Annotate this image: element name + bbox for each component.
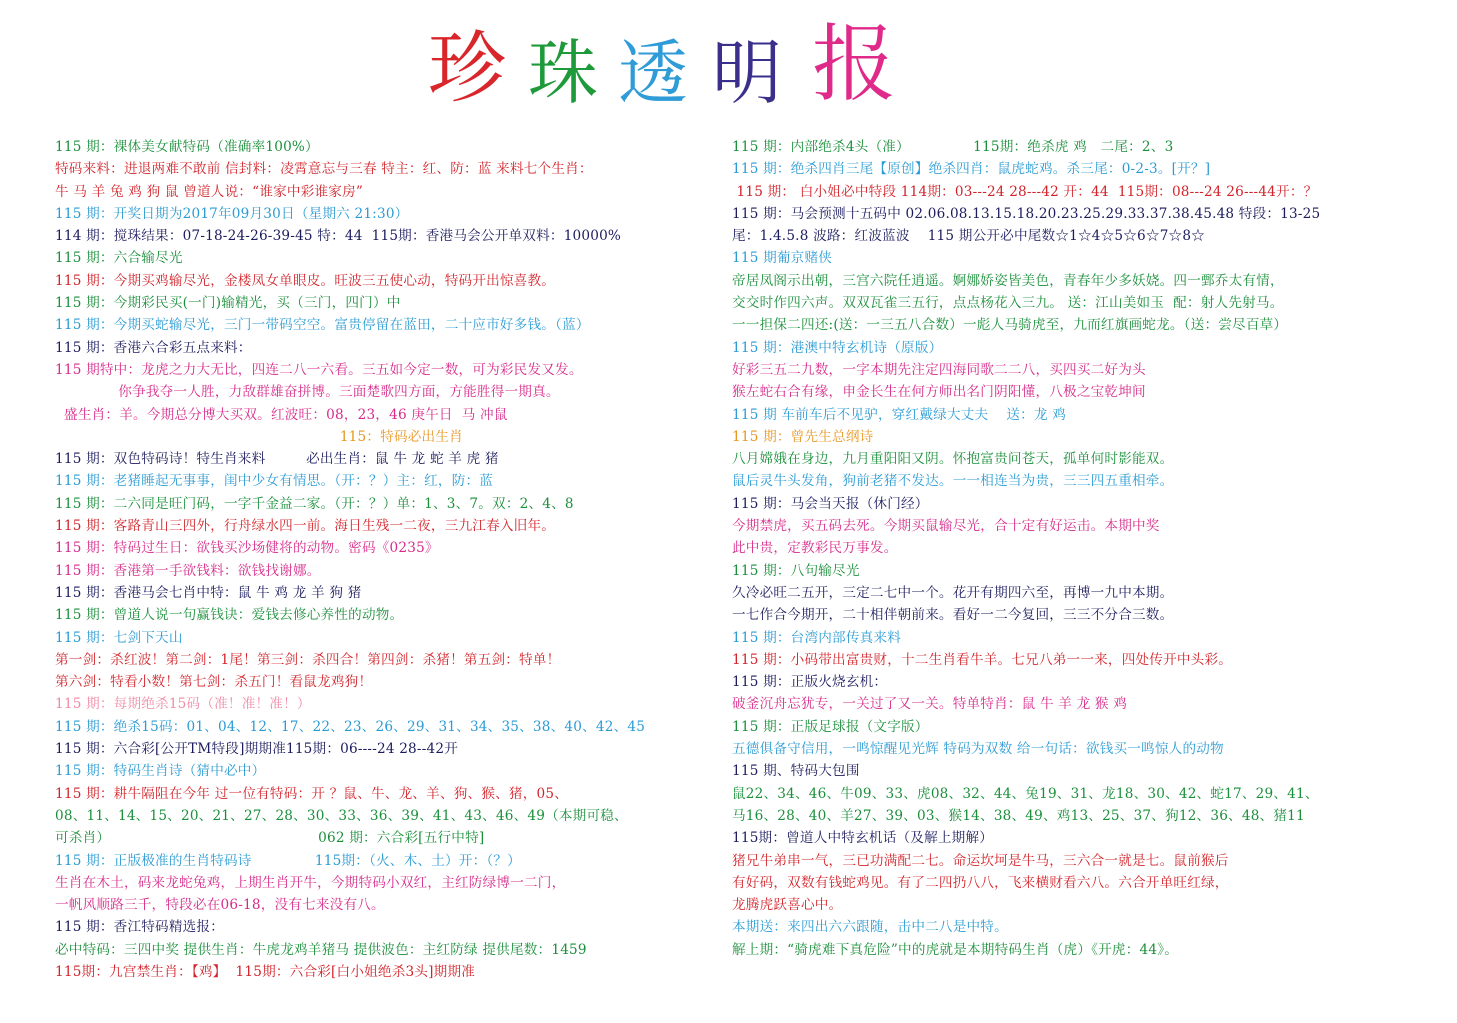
title-char: 透 <box>618 32 688 114</box>
text-line: 好彩三五二九数，一字本期先注定四海同歌二二八，买四买二好为头 <box>732 361 1146 378</box>
text-line: 115 期：香港第一手欲钱料：欲钱找谢娜。 <box>55 562 321 579</box>
text-line: 115 期：绝杀15码：01、04、12、17、22、23、26、29、31、34、35、38、40、42、45 <box>55 718 646 735</box>
text-line: 115 期：今期买鸡输尽光，金楼凤女单眼皮。旺波三五使心动，特码开出惊喜教。 <box>55 272 556 289</box>
text-line: 交交时作四六声。双双瓦雀三五行，点点杨花入三九。 送：江山美如玉 配：射人先射马。 <box>732 295 1284 312</box>
text-line: 114 期：搅珠结果：07-18-24-26-39-45 特：44 115期：香港马会公开单双料：10000% <box>55 228 622 245</box>
text-line: 115 期：正版极准的生肖特码诗 115期：（火、木、土）开：（？） <box>55 852 521 869</box>
text-line: 龙腾虎跃喜心中。 <box>732 897 843 914</box>
text-line: 115 期：香港马会七肖中特：鼠 牛 鸡 龙 羊 狗 猪 <box>55 584 362 601</box>
text-line: 115 期：马会当天报（休门经） <box>732 495 929 512</box>
text-line: 一七作合今期开，二十相伴朝前来。看好一二今复回，三三不分合三数。 <box>732 607 1174 624</box>
text-line: 五德俱备守信用，一鸣惊醒见光辉 特码为双数 给一句话：欲钱买一鸣惊人的动物 <box>732 741 1224 758</box>
text-line: 特码来料：进退两难不敢前 信封料：凌霄意忘与三春 特主：红、防：蓝 来料七个生肖： <box>55 161 593 178</box>
text-line: 八月嫦娥在身边，九月重阳阳又阴。怀抱富贵问苍天，孤单何时影能双。 <box>732 451 1174 468</box>
text-line: 今期禁虎，买五码去死。今期买鼠输尽光，合十定有好运击。本期中奖 <box>732 518 1160 535</box>
text-line: 115 期：绝杀四肖三尾【原创】绝杀四肖：鼠虎蛇鸡。杀三尾：0-2-3。[开？] <box>732 161 1211 178</box>
text-line: 115期：九宫禁生肖：【鸡】 115期：六合彩[白小姐绝杀3头]期期准 <box>55 963 476 980</box>
text-line: 鼠22、34、46、牛09、33、虎08、32、44、兔19、31、龙18、30、42、蛇17、29、41、 <box>732 785 1319 802</box>
text-line: 115 期：正版足球报（文字版） <box>732 718 929 735</box>
text-line: 115 期：耕牛隔阻在今年 过一位有特码：开 ？鼠、牛、龙、羊、狗、猴、猪，05、 <box>55 785 568 802</box>
text-line: 115 期：马会预测十五码中 02.06.08.13.15.18.20.23.25.29.33.37.38.45.48 特段：13-25 <box>732 205 1321 222</box>
text-line: 有好码，双数有钱蛇鸡见。有了二四扔八八，飞来横财看六八。六合开单旺红绿， <box>732 874 1229 891</box>
text-line: 115 期：小码带出富贵财，十二生肖看牛羊。七兄八弟一一来，四处传开中头彩。 <box>732 651 1233 668</box>
text-line: 115 期 车前车后不见驴，穿红戴绿大丈夫 送：龙 鸡 <box>732 406 1067 423</box>
text-line: 必中特码：三四中奖 提供生肖：牛虎龙鸡羊猪马 提供波色：主红防绿 提供尾数：1459 <box>55 941 587 958</box>
left-column <box>55 136 705 983</box>
text-line: 鼠后灵牛头发角，狗前老猪不发达。一一相连当为贵，三三四五重相牵。 <box>732 473 1174 490</box>
text-line: 115 期特中：龙虎之力大无比，四连二八一六看。三五如今定一数，可为彩民发又发。 <box>55 361 583 378</box>
text-line: 115 期：双色特码诗！特生肖来料 必出生肖：鼠 牛 龙 蛇 羊 虎 猪 <box>55 451 499 468</box>
text-line: 115 期：每期绝杀15码（准！准！准！） <box>55 696 311 713</box>
text-line: 115 期：老猪睡起无事事，闺中少女有情思。（开：？）主：红，防：蓝 <box>55 473 494 490</box>
text-line: 盛生肖：羊。今期总分博大买双。红波旺：08，23，46 庚午日 马 冲鼠 <box>55 406 508 423</box>
title-char: 珍 <box>428 24 507 114</box>
text-line: 115 期：内部绝杀4头（准） 115期：绝杀虎 鸡 二尾：2、3 <box>732 139 1174 155</box>
text-line: 猴左蛇右合有缘，申金长生在何方师出名门阴阳懂，八极之宝乾坤间 <box>732 384 1146 401</box>
text-line: 115 期：八句输尽光 <box>732 562 860 579</box>
text-line: 解上期：“骑虎难下真危险”中的虎就是本期特码生肖（虎）《开虎：44》。 <box>732 941 1179 958</box>
text-line: 115 期：正版火烧玄机： <box>732 674 888 691</box>
text-line: 115 期：开奖日期为2017年09月30日（星期六 21:30） <box>55 205 409 222</box>
text-line: 08、11、14、15、20、21、27、28、30、33、36、39、41、43、46、49（本期可稳、 <box>55 807 628 824</box>
text-line: 115 期：今期彩民买(一门)输精光，买（三门，四门）中 <box>55 295 401 312</box>
text-line: 尾：1.4.5.8 波路：红波蓝波 115 期公开必中尾数☆1☆4☆5☆6☆7☆8☆ <box>732 228 1205 245</box>
text-line: 马16、28、40、羊27、39、03、猴14、38、49、鸡13、25、37、狗12、36、48、猪11 <box>732 807 1305 824</box>
text-line: 115 期：曾先生总纲诗 <box>732 428 874 445</box>
text-line: 115 期：六合输尽光 <box>55 250 183 267</box>
text-line: 一一担保二四还:(送：一三五八合数）一彪人马骑虎至，九而红旗画蛇龙。（送：尝尽百草） <box>732 317 1288 334</box>
text-line: 115 期葡京赌侠 <box>732 250 833 267</box>
text-line: 生肖在木土，码来龙蛇兔鸡，上期生肖开牛，今期特码小双红，主红防绿博一二门， <box>55 874 566 891</box>
newspaper-title <box>0 15 1457 120</box>
text-line: 115 期：特码过生日：欲钱买沙场健将的动物。密码《0235》 <box>55 540 439 557</box>
text-line: 115：特码必出生肖 <box>55 428 463 445</box>
text-line: 第六剑：特看小数！第七剑：杀五门！看鼠龙鸡狗！ <box>55 674 373 691</box>
title-char: 明 <box>712 32 782 114</box>
text-line: 久冷必旺二五开，三定二七中一个。花开有期四六至，再博一九中本期。 <box>732 584 1174 601</box>
text-line: 115 期：特码生肖诗（猜中必中） <box>55 763 266 780</box>
text-line: 此中贵，定教彩民万事发。 <box>732 540 898 557</box>
title-char: 珠 <box>528 32 598 114</box>
text-line: 可杀肖） 062 期：六合彩[五行中特] <box>55 830 485 847</box>
text-line: 115 期：台湾内部传真来料 <box>732 629 902 646</box>
text-line: 帝居凤阁示出朝，三宫六院任逍遥。婀娜娇姿皆美色，青春年少多妖娆。四一鄄乔太有情， <box>732 272 1284 289</box>
text-line: 115 期：客路青山三四外，行舟绿水四一前。海日生残一二夜，三九江春入旧年。 <box>55 518 556 535</box>
text-line: 本期送：来四出六六跟随，击中二八是中特。 <box>732 919 1008 936</box>
text-line: 牛 马 羊 兔 鸡 狗 鼠 曾道人说：“谁家中彩谁家房” <box>55 183 364 200</box>
text-line: 115 期： 白小姐必中特段 114期：03---24 28---42 开：44 115期：08---24 26---44开：？ <box>732 183 1318 200</box>
text-line: 115 期：六合彩[公开TM特段]期期准115期：06----24 28--42开 <box>55 741 458 758</box>
text-line: 115 期：裸体美女献特码（准确率100%） <box>55 139 319 155</box>
text-line: 115 期：曾道人说一句赢钱诀：爱钱去修心养性的动物。 <box>55 607 404 624</box>
title-char: 报 <box>812 15 897 113</box>
text-line: 115 期：今期买蛇输尽光，三门一带码空空。富贵停留在蓝田，二十应市好多钱。（蓝） <box>55 317 590 334</box>
text-line: 破釜沉舟忘犹专，一关过了又一关。特单特肖：鼠 牛 羊 龙 猴 鸡 <box>732 696 1128 713</box>
text-line: 115 期：香港六合彩五点来料： <box>55 339 252 356</box>
right-column <box>732 136 1432 961</box>
text-line: 115 期：七剑下天山 <box>55 629 183 646</box>
text-line: 第一剑：杀红波！第二剑：1尾！第三剑：杀四合！第四剑：杀猪！第五剑：特单！ <box>55 651 561 668</box>
text-line: 猪兄牛弟串一气，三已功满配二七。命运坎坷是牛马，三六合一就是七。鼠前猴后 <box>732 852 1229 869</box>
text-line: 115 期：二六同是旺门码，一字千金益二家。（开：？）单：1、3、7。双：2、4、8 <box>55 495 574 512</box>
text-line: 115 期、特码大包围 <box>732 763 860 780</box>
text-line: 一帆风顺路三千，特段必在06-18，没有七来没有八。 <box>55 897 385 914</box>
text-line: 你争我夺一人胜，力敌群雄奋拼博。三面楚歌四方面，方能胜得一期真。 <box>55 384 560 401</box>
text-line: 115期：曾道人中特玄机话（及解上期解） <box>732 830 994 847</box>
text-line: 115 期：香江特码精选报： <box>55 919 225 936</box>
text-line: 115 期：港澳中特玄机诗（原版） <box>732 339 943 356</box>
